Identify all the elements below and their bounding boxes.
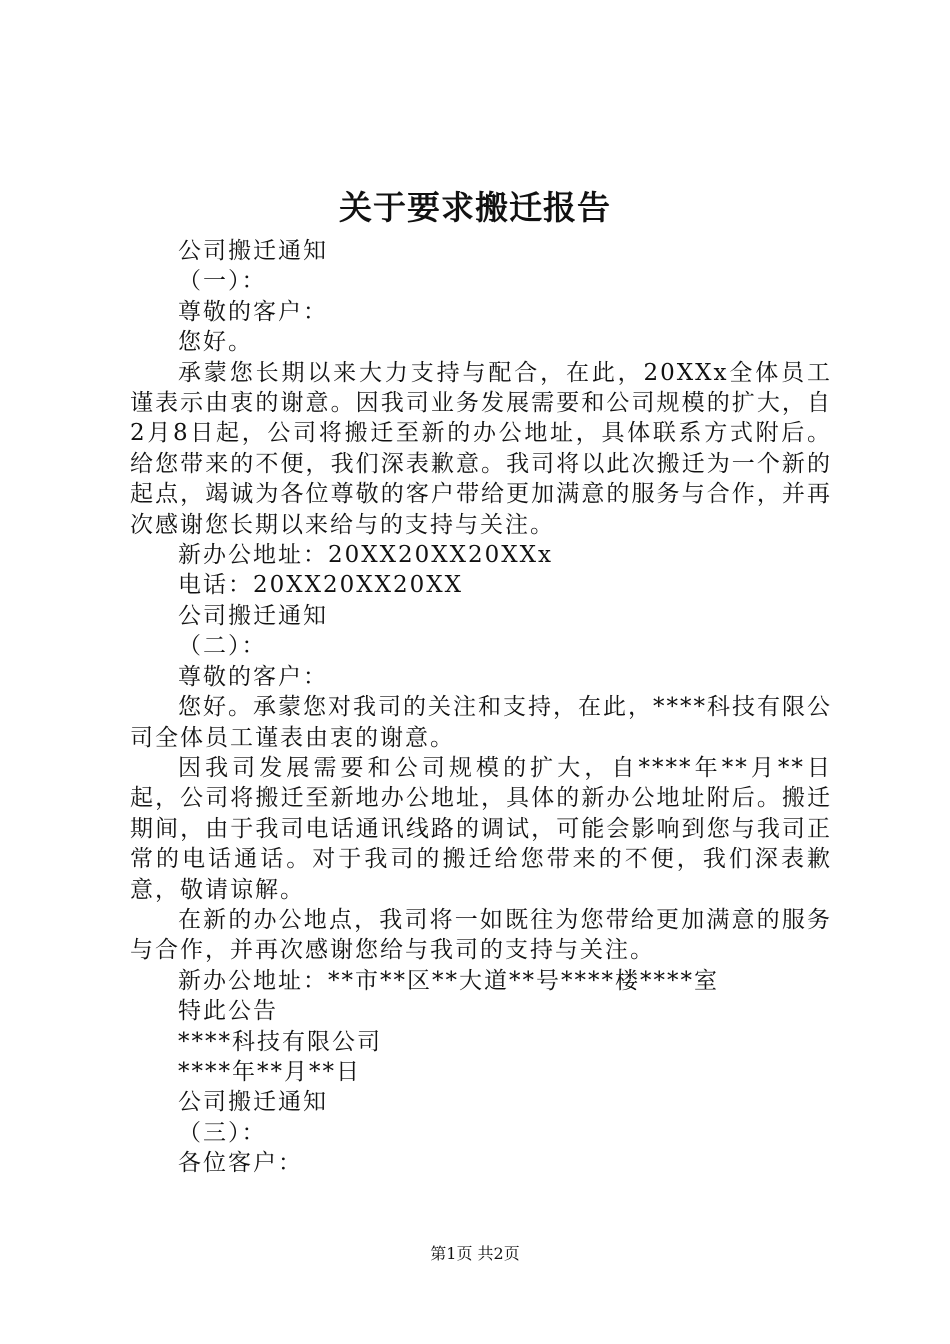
paragraph: 公司搬迁通知 [178, 238, 328, 264]
paragraph: 尊敬的客户： [178, 663, 328, 690]
paragraph: ****年**月**日 [178, 1058, 361, 1085]
paragraph: 新办公地址：**市**区**大道**号****楼****室 [178, 967, 719, 994]
paragraph: 在新的办公地点，我司将一如既往为您带给更加满意的服务与合作，并再次感谢您给与我司的支持与关注。 [130, 906, 832, 964]
paragraph: 公司搬迁通知 [178, 602, 328, 629]
paragraph: 您好。承蒙您对我司的关注和支持，在此，****科技有限公司全体员工谨表由衷的谢意。 [130, 694, 832, 751]
page-number-footer: 第1页 共2页 [430, 1244, 520, 1263]
paragraph: 您好。 [178, 329, 253, 356]
paragraph: （一）： [178, 268, 267, 295]
paragraph: 承蒙您长期以来大力支持与配合，在此，20XXx全体员工谨表示由衷的谢意。因我司业务发展需要和公司规模的扩大，自2月8日起，公司将搬迁至新的办公地址，具体联系方式附后。给您带来的不便，我们深表歉意。我司将以此次搬迁为一个新的起点，竭诚为各位尊敬的客户带给更加满意的服务与合作，并再次感谢您长期以来给与的支持与关注。 [130, 359, 832, 538]
paragraph: ****科技有限公司 [178, 1028, 382, 1055]
document-title: 关于要求搬迁报告 [339, 188, 611, 227]
paragraph: 因我司发展需要和公司规模的扩大，自****年**月**日起，公司将搬迁至新地办公地址，具体的新办公地址附后。搬迁期间，由于我司电话通讯线路的调试，可能会影响到您与我司正常的电话通话。对于我司的搬迁给您带来的不便，我们深表歉意，敬请谅解。 [130, 754, 832, 903]
paragraph: 电话：20XX20XX20XX [178, 572, 464, 599]
paragraph: 尊敬的客户： [178, 298, 328, 325]
paragraph: 特此公告 [178, 998, 278, 1025]
paragraph: 公司搬迁通知 [178, 1089, 328, 1116]
paragraph: 新办公地址：20XX20XX20XXx [178, 542, 554, 569]
paragraph: （三）： [178, 1119, 267, 1146]
document-body [130, 236, 832, 1179]
paragraph: 各位客户： [178, 1150, 303, 1177]
paragraph: （二）： [178, 633, 267, 660]
